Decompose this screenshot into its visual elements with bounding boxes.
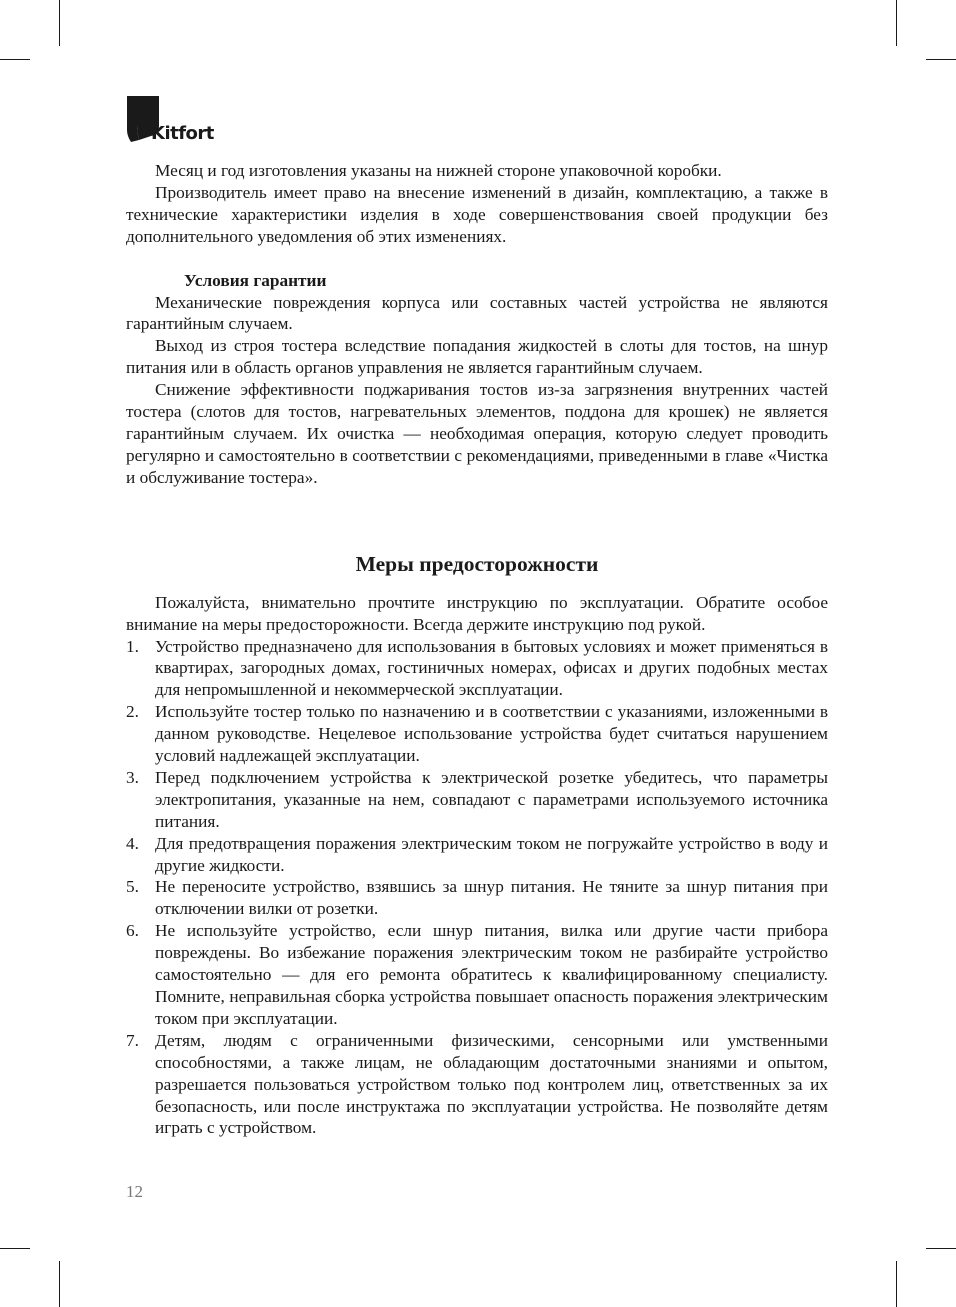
precautions-list [126, 636, 828, 1140]
crop-mark-bottom-right [896, 1261, 897, 1307]
kitfort-logo [127, 96, 214, 144]
list-number: 1. [126, 636, 139, 656]
list-item-text: Детям, людям с ограниченными физическими, сенсорными или умственными способностями, а также лицам, не обладающим достаточными знаниями и опытом, разрешается пользоваться устройством только под контролем лиц, ответственных за их безопасность, или после инструктажа по эксплуатации устройства. Не позволяйте детям играть с устройством. [155, 1030, 828, 1138]
list-item [126, 701, 828, 767]
section-title: Меры предосторожности [355, 551, 599, 576]
page-number: 12 [126, 1182, 143, 1201]
spacer [126, 248, 828, 270]
crop-mark-bottom-left [0, 1248, 30, 1249]
intro-paragraph: Производитель имеет право на внесение изменений в дизайн, комплектацию, а также в технические характеристики изделия в ходе совершенствования своей продукции без дополнительного уведомления об этих изменениях. [126, 182, 828, 246]
list-item-text: Не переносите устройство, взявшись за шнур питания. Не тяните за шнур питания при отключении вилки от розетки. [155, 877, 828, 919]
list-item-text: Используйте тостер только по назначению и в соответствии с указаниями, изложенными в данном руководстве. Нецелевое использование устройства будет считаться нарушением условий надлежащей эксплуатации. [155, 702, 828, 766]
list-number: 3. [126, 767, 139, 787]
intro-paragraph: Месяц и год изготовления указаны на нижней стороне упаковочной коробки. [155, 161, 722, 180]
precautions-intro: Пожалуйста, внимательно прочтите инструкцию по эксплуатации. Обратите особое внимание на меры предосторожности. Всегда держите инструкцию под рукой. [126, 592, 828, 634]
list-item [126, 1030, 828, 1140]
list-item-text: Не используйте устройство, если шнур питания, вилка или другие части прибора повреждены. Во избежание поражения электрическим током не разбирайте устройство самостоятельно — для его ремонта обратитесь к квалифицированному специалисту. Помните, неправильная сборка устройства повышает опасность поражения электрическим током при эксплуатации. [155, 921, 828, 1028]
brand-name: Kitfort [151, 123, 214, 144]
list-item [126, 876, 828, 920]
list-number: 6. [126, 921, 139, 941]
list-item [126, 833, 828, 877]
list-item [126, 920, 828, 1030]
list-number: 4. [126, 833, 139, 853]
warranty-paragraph: Механические повреждения корпуса или составных частей устройства не являются гарантийным случаем. [126, 292, 828, 334]
list-number: 5. [126, 877, 139, 897]
warranty-paragraph: Выход из строя тостера вследствие попадания жидкостей в слоты для тостов, на шнур питания или в область органов управления не является гарантийным случаем. [126, 336, 828, 378]
page-content [126, 160, 828, 1139]
spacer [126, 577, 828, 592]
list-item [126, 636, 828, 702]
warranty-heading: Условия гарантии [184, 270, 327, 290]
list-item-text: Устройство предназначено для использования в бытовых условиях и может применяться в квартирах, загородных домах, гостиничных номерах, офисах и других подобных местах для непромышленной и некоммерческой эксплуатации. [155, 636, 828, 700]
crop-mark-top-right [926, 59, 956, 60]
crop-mark-bottom-right [926, 1248, 956, 1249]
list-number: 7. [126, 1030, 139, 1050]
spacer [126, 489, 828, 551]
crop-mark-bottom-left [59, 1261, 60, 1307]
list-item-text: Перед подключением устройства к электрической розетке убедитесь, что параметры электропитания, указанные на нем, совпадают с параметрами используемого источника питания. [155, 767, 828, 831]
list-item-text: Для предотвращения поражения электрическим током не погружайте устройство в воду и другие жидкости. [155, 833, 828, 875]
list-item [126, 767, 828, 833]
warranty-paragraph: Снижение эффективности поджаривания тостов из-за загрязнения внутренних частей тостера (слотов для тостов, нагревательных элементов, поддона для крошек) не является гарантийным случаем. Их очистка — необходимая операция, которую следует проводить регулярно и самостоятельно в соответствии с рекомендациями, приведенными в главе «Чистка и обслуживание тостера». [126, 380, 828, 487]
list-number: 2. [126, 702, 139, 722]
crop-mark-top-right [896, 0, 897, 46]
crop-mark-top-left [59, 0, 60, 46]
crop-mark-top-left [0, 59, 30, 60]
